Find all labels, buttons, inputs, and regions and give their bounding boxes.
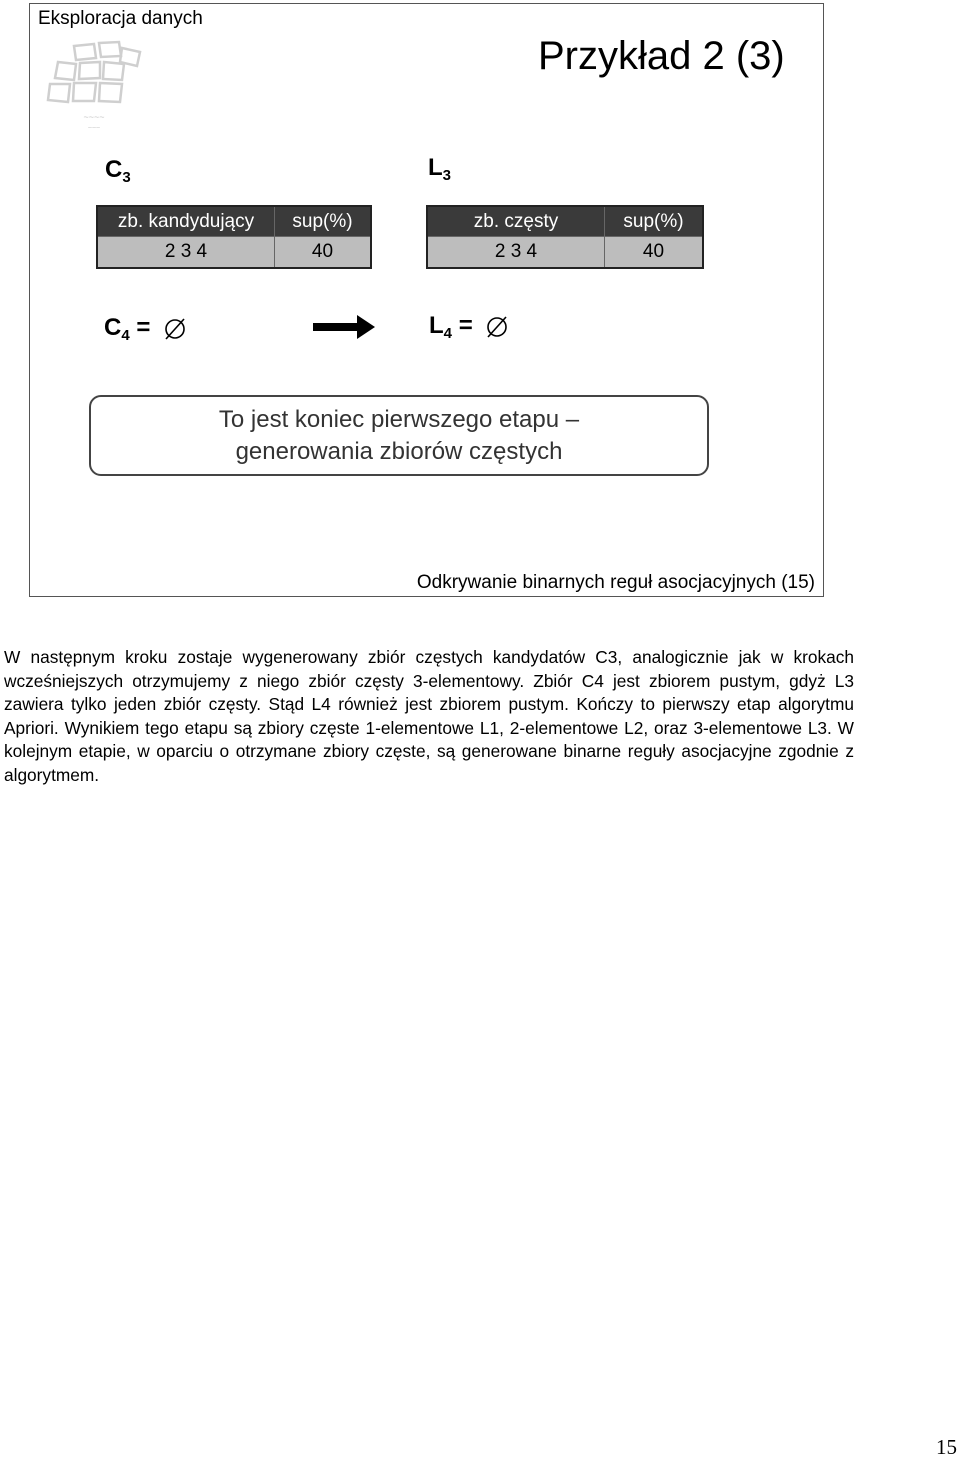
c3-table (96, 205, 372, 269)
table-header-row (427, 206, 703, 237)
slide-header-label: Eksploracja danych (38, 8, 203, 29)
table-cell: 2 3 4 (427, 237, 605, 269)
body-paragraph: W następnym kroku zostaje wygenerowany zbiór częstych kandydatów C3, analogicznie jak w krokach wcześniejszych otrzymujemy z niego zbiór częsty 3-elementowy. Zbiór C4 jest zbiorem pustym, gdyż L3 zawiera tylko jeden zbiór częsty. Stąd L4 również jest zbiorem pustym. Kończy to pierwszy etap algorytmu Apriori. Wynikiem tego etapu są zbiory częste 1-elementowe L1, 2-elementowe L2, oraz 3-elementowe L3. W kolejnym etapie, w oparciu o otrzymane zbiory częste, są generowane binarne reguły asocjacyjne zgodnie z algorytmem. (4, 647, 854, 785)
logo-grid-icon (44, 38, 144, 138)
column-header: sup(%) (275, 206, 372, 237)
conclusion-line-1: To jest koniec pierwszego etapu – (218, 406, 580, 433)
c4-sub: 4 (121, 327, 130, 344)
slide-title: Przykład 2 (3) (538, 34, 785, 78)
table-header-row (97, 206, 371, 237)
l3-sub: 3 (442, 167, 452, 184)
arrow-right-icon (313, 315, 375, 339)
svg-text:~~~: ~~~ (87, 125, 101, 132)
l3-name: L (428, 154, 443, 181)
l4-name: L (429, 312, 444, 339)
table-row (97, 237, 371, 269)
column-header: zb. częsty (427, 206, 605, 237)
l3-label (428, 154, 451, 184)
table-row (427, 237, 703, 269)
column-header: sup(%) (605, 206, 704, 237)
slide (29, 3, 824, 597)
l4-equals: = (458, 312, 473, 339)
conclusion-box (89, 395, 709, 476)
table-cell: 40 (605, 237, 704, 269)
table-cell: 2 3 4 (97, 237, 275, 269)
empty-set-icon (485, 315, 509, 339)
svg-text:~~~~: ~~~~ (83, 112, 105, 122)
l3-table (426, 205, 704, 269)
c3-sub: 3 (122, 169, 131, 186)
c3-label (105, 156, 131, 186)
slide-footer: Odkrywanie binarnych reguł asocjacyjnych (15) (416, 572, 815, 593)
l4-sub: 4 (443, 325, 453, 342)
column-header: zb. kandydujący (97, 206, 275, 237)
l4-equation (429, 312, 509, 342)
conclusion-line-2: generowania zbiorów częstych (235, 438, 563, 465)
c4-equals: = (136, 314, 151, 341)
empty-set-icon (163, 317, 187, 341)
page-number: 15 (936, 1435, 957, 1459)
table-cell: 40 (275, 237, 372, 269)
c4-name: C (104, 314, 122, 341)
c3-name: C (105, 156, 123, 183)
c4-equation (104, 314, 187, 344)
